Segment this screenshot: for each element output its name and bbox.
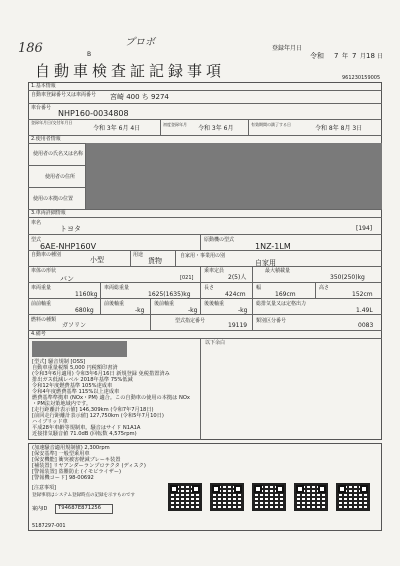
rear-rear-axle: -kg [238, 307, 248, 314]
remark-line: [前回走行距離計表示値] 127,750km (令和5年7月10日) [32, 413, 164, 419]
issue-era: 令和 [310, 52, 324, 60]
qr-code-icon [168, 483, 202, 511]
notice-label: [注意事項] [32, 485, 56, 491]
height: 152cm [352, 291, 373, 298]
kind-label: 自動車の種別 [31, 252, 62, 258]
remark-line: [型式] 騒音規制 [OSS] [32, 359, 86, 365]
expiry-label: 有効期間の満了する日 [251, 122, 291, 127]
b-mark: B [87, 51, 92, 58]
blank-below-label: 以下余白 [205, 340, 226, 346]
section-basic-info: 1.基本情報 [31, 83, 56, 89]
remark-line: ハイブリッド車 [32, 419, 68, 425]
body-label: 車体の形状 [31, 268, 57, 274]
height-label: 高さ [319, 285, 330, 291]
remark-line: 排出ガス低減レベル 2018年基準 75%低減 [32, 377, 133, 383]
plate-label: 自動車登録番号又は車両番号 [31, 92, 97, 98]
width-label: 幅 [256, 285, 262, 291]
remark-line: [保安機能] 衝突被害軽減ブレーキ装置 [32, 457, 121, 463]
document-number: 961230159005 [342, 75, 381, 81]
issue-date-label: 登録年月日 [272, 45, 303, 52]
type-cert-number: 19119 [228, 322, 248, 329]
remark-line: ・PM法対策地域内です。 [32, 401, 92, 407]
front-rear-axle: -kg [135, 307, 145, 314]
max-load-label: 最大積載量 [265, 268, 291, 274]
gross-weight: 1625(1635)kg [148, 291, 191, 298]
user-name-label: 使用者の氏名又は名称 [33, 151, 84, 157]
handwritten-tag: プロボ [125, 37, 155, 48]
vehicle-weight: 1160kg [75, 291, 98, 298]
model: 6AE-NHP160V [40, 242, 97, 251]
class-no-label: 類別区分番号 [256, 318, 287, 324]
use-label: 用途 [133, 252, 144, 258]
fuel-label: 燃料の種類 [31, 317, 57, 323]
first-reg-date: 令和 3年 6月 4日 [93, 125, 141, 132]
rear-front-axle-label: 後前軸重 [154, 301, 175, 307]
weight-label: 車両重量 [31, 285, 52, 291]
document-title: 自動車検査証記録事項 [35, 62, 226, 80]
remark-line: (令和3年6月適用) 令和3年6月16日 新規登録 免税措置済み [32, 371, 170, 377]
issue-month-unit: 月 [360, 53, 367, 60]
remark-line: 自動車重量税額 5,000 円税額印書済 [32, 365, 118, 371]
vehicle-use: 貨物 [148, 257, 162, 265]
maker: トヨタ [60, 225, 81, 233]
qr-code-icon [252, 483, 286, 511]
displacement-label: 総排気量又は定格出力 [256, 301, 307, 307]
remark-line: [走行距離計表示値] 146,309km (令和7年7月18日) [32, 407, 154, 413]
remark-line: 令和12年度燃費基準 105%達成車 [32, 383, 113, 389]
qr-code-icon [210, 483, 244, 511]
vehicle-class: 自家用 [255, 259, 276, 267]
maker-label: 車名 [31, 220, 42, 226]
remark-line: 近接排気騒音値 71.0dB (回転数 4,575rpm) [32, 431, 137, 437]
redacted-remark [32, 341, 127, 357]
rear-front-axle: -kg [188, 307, 198, 314]
issue-month: 7 [352, 52, 357, 60]
first-year-month: 令和 3年 6月 [198, 125, 234, 132]
vehicle-kind: 小型 [90, 256, 104, 264]
issue-year-unit: 年 [342, 53, 349, 60]
section-vehicle-details: 3.車両詳細情報 [31, 210, 66, 216]
page-number: 5187297-001 [32, 523, 66, 529]
class-number: 0083 [358, 322, 374, 329]
base-location-label: 使用の本拠の位置 [33, 196, 74, 202]
rear-rear-axle-label: 後後軸重 [204, 301, 225, 307]
engine-model: 1NZ-1LM [255, 242, 291, 251]
maker-code: [194] [356, 225, 373, 232]
front-front-axle: 680kg [75, 307, 94, 314]
chassis-label: 車台番号 [31, 105, 52, 111]
front-rear-axle-label: 前後軸重 [104, 301, 125, 307]
displacement: 1.49L [356, 307, 373, 314]
length: 424cm [225, 291, 246, 298]
redacted-user-info [86, 143, 382, 209]
remark-line: 燃費基準準拠車 (NOx・PM) 適合。この自動車の使用の本拠は NOx [32, 395, 190, 401]
section-remarks: 4.備考 [31, 331, 46, 337]
section-user-info: 2.使用者情報 [31, 136, 61, 142]
body-shape: バン [60, 275, 74, 283]
notice-text: 登録事項はシステム登録時点の記録を示すものです [32, 493, 136, 498]
front-front-axle-label: 前前軸重 [31, 301, 52, 307]
remark-line: [保安基準] 一般型乗用車 [32, 451, 90, 457]
guide-id-label: 案内ID [32, 506, 48, 512]
engine-label: 原動機の型式 [204, 237, 235, 243]
fuel-type: ガソリン [62, 322, 87, 329]
user-address-label: 使用者の住所 [45, 174, 76, 180]
class-label: 自家用・事業用の別 [180, 253, 226, 259]
remark-line: [警報機コード] 98-00692 [32, 475, 94, 481]
issue-day-unit: 日 [377, 53, 384, 60]
issue-day: 18 [366, 52, 375, 60]
max-load: 350(250)kg [330, 274, 365, 281]
remark-line: [補装置] リヤアンダーランプロテクタ (ディスク) [32, 463, 146, 469]
remark-line: [警報装置] 盗難防止 (イモビライザー) [32, 469, 122, 475]
plate-number: 宮崎 400 ち 9274 [110, 93, 169, 101]
width: 169cm [275, 291, 296, 298]
type-cert-label: 型式指定番号 [175, 318, 206, 324]
qr-code-icon [294, 483, 328, 511]
body-code: [021] [180, 275, 194, 281]
chassis-number: NHP160-0034808 [58, 109, 129, 118]
remark-line: 平成28年車齢等規制車。騒音はサイド N1A1A [32, 425, 141, 431]
guide-id: T94687E871256 [58, 505, 102, 511]
capacity-label: 乗車定員 [204, 268, 225, 274]
issue-year: 7 [334, 52, 339, 60]
first-reg-label: 登録年月日/交付年月日 [31, 120, 73, 125]
remark-line: 令和4年度燃費基準 115%以上達成車 [32, 389, 120, 395]
first-year-label: 初度登録年月 [163, 122, 187, 127]
capacity: 2(5)人 [228, 274, 247, 281]
expiry-date: 令和 8年 8月 3日 [315, 125, 363, 132]
length-label: 長さ [204, 285, 215, 291]
gross-weight-label: 車両総重量 [104, 285, 130, 291]
qr-code-icon [336, 483, 370, 511]
handwritten-number: 186 [18, 41, 43, 56]
remark-line: (加速騒音適用規制値) 2,300rpm [32, 445, 110, 451]
model-label: 型式 [31, 237, 42, 243]
